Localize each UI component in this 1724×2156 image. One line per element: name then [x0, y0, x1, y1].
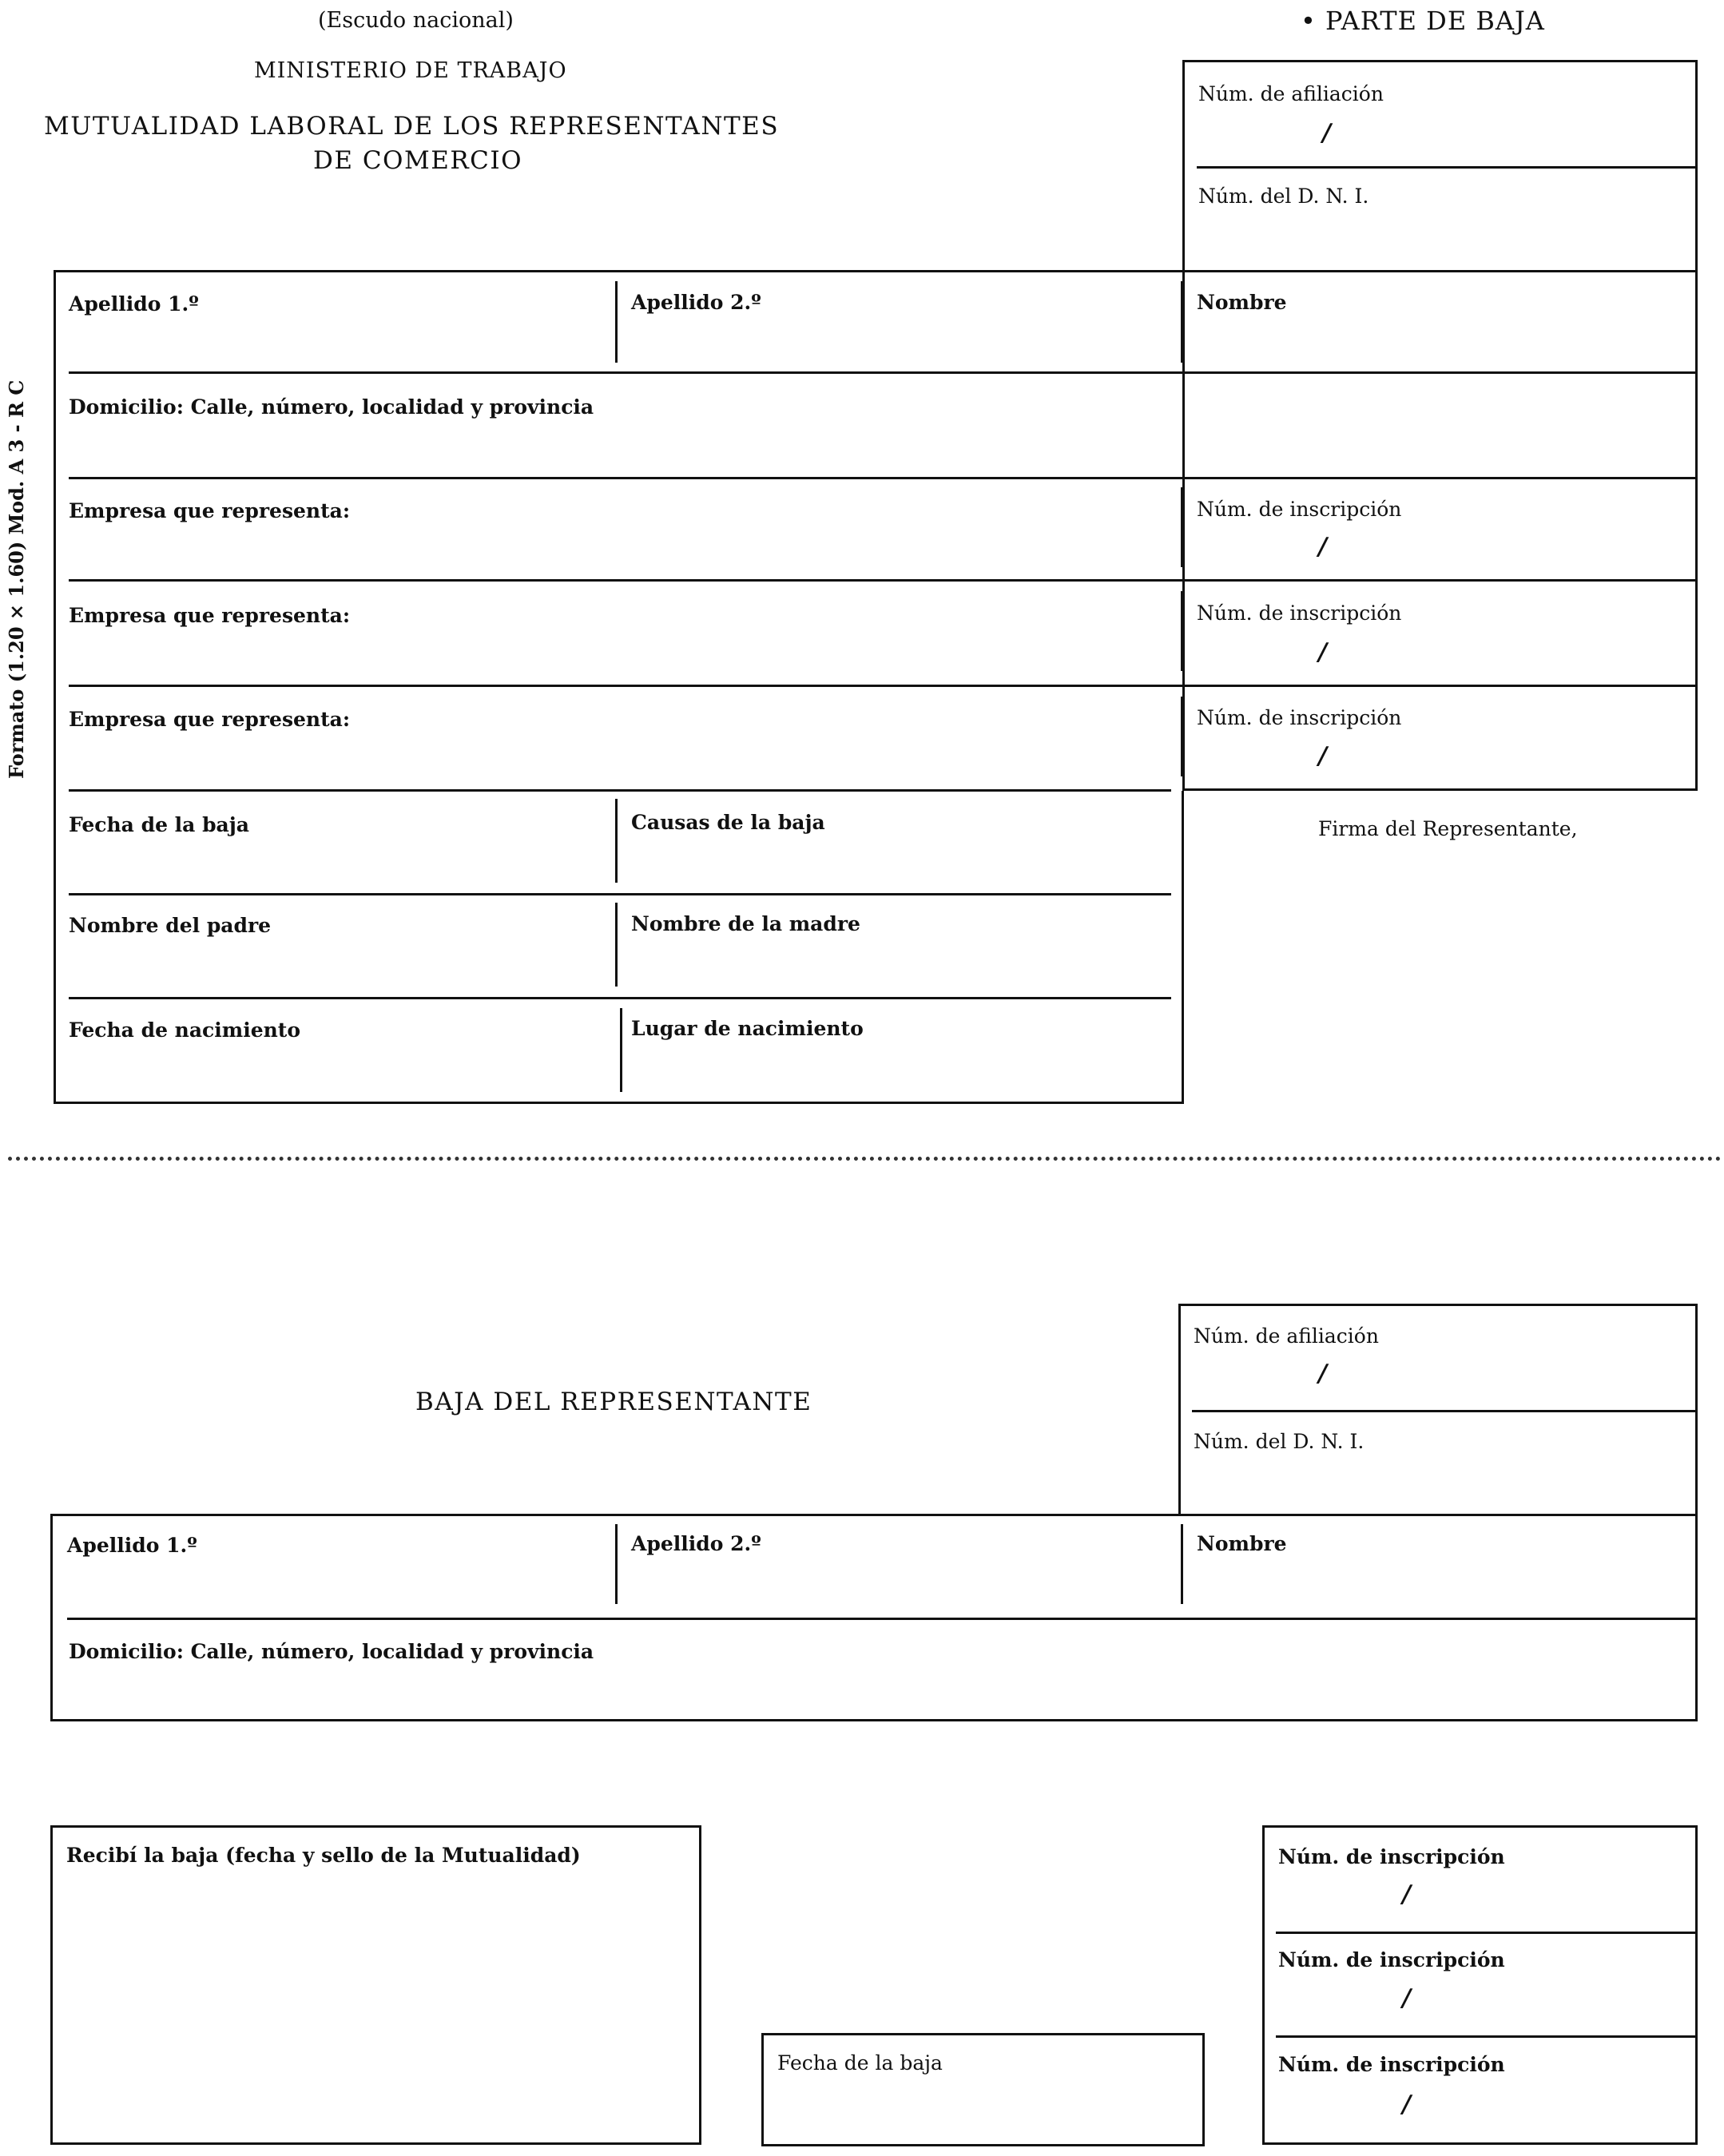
- num-dni-label-bottom: Núm. del D. N. I.: [1194, 1430, 1365, 1453]
- mutualidad-title-line2: DE COMERCIO: [313, 146, 523, 175]
- num-inscripcion-label-1: Núm. de inscripción: [1197, 498, 1402, 521]
- parte-de-baja-title: • PARTE DE BAJA: [1301, 6, 1545, 36]
- main-form-bottom: [54, 791, 1184, 1104]
- apellido1-label: Apellido 1.º: [69, 292, 199, 316]
- num-inscripcion-bottom-3: Núm. de inscripción: [1278, 2053, 1505, 2076]
- apellido2-label-bottom: Apellido 2.º: [631, 1532, 761, 1555]
- escudo-label: (Escudo nacional): [318, 8, 514, 33]
- inscripcion-slash-2: /: [1318, 638, 1327, 666]
- fecha-baja-label-bottom: Fecha de la baja: [777, 2051, 943, 2075]
- inscripcion-box-bottom: [1262, 1825, 1698, 2145]
- domicilio-label-bottom: Domicilio: Calle, número, localidad y provincia: [69, 1640, 594, 1663]
- afiliacion-slash: /: [1322, 119, 1331, 147]
- format-note: Formato (1.20 × 1.60) Mod. A 3 - R C: [5, 379, 28, 779]
- num-afiliacion-label: Núm. de afiliación: [1198, 82, 1384, 105]
- baja-representante-title: BAJA DEL REPRESENTANTE: [415, 1388, 812, 1416]
- num-inscripcion-label-2: Núm. de inscripción: [1197, 602, 1402, 625]
- empresa-label-1: Empresa que representa:: [69, 499, 351, 522]
- empresa-label-2: Empresa que representa:: [69, 604, 351, 627]
- mutualidad-title-line1: MUTUALIDAD LABORAL DE LOS REPRESENTANTES: [44, 112, 780, 141]
- firma-label: Firma del Representante,: [1318, 817, 1578, 840]
- ministerio-label: MINISTERIO DE TRABAJO: [254, 58, 567, 83]
- fecha-baja-label: Fecha de la baja: [69, 813, 250, 836]
- nombre-label: Nombre: [1197, 291, 1287, 314]
- domicilio-label: Domicilio: Calle, número, localidad y provincia: [69, 395, 594, 419]
- num-inscripcion-label-3: Núm. de inscripción: [1197, 706, 1402, 729]
- fecha-baja-box: [761, 2033, 1205, 2146]
- afiliacion-slash-bottom: /: [1318, 1360, 1327, 1388]
- apellido2-label: Apellido 2.º: [631, 291, 761, 314]
- recibi-box: [50, 1825, 701, 2145]
- causas-baja-label: Causas de la baja: [631, 811, 825, 834]
- lugar-nacimiento-label: Lugar de nacimiento: [631, 1017, 864, 1040]
- inscripcion-slash-1: /: [1318, 533, 1327, 561]
- num-inscripcion-bottom-2: Núm. de inscripción: [1278, 1948, 1505, 1971]
- inscripcion-slash-bottom-2: /: [1402, 1984, 1411, 2012]
- nombre-madre-label: Nombre de la madre: [631, 912, 860, 935]
- num-dni-label: Núm. del D. N. I.: [1198, 185, 1369, 208]
- inscripcion-slash-bottom-1: /: [1402, 1880, 1411, 1908]
- inscripcion-slash-bottom-3: /: [1402, 2090, 1411, 2118]
- nombre-padre-label: Nombre del padre: [69, 914, 272, 937]
- empresa-label-3: Empresa que representa:: [69, 708, 351, 731]
- cut-line: [8, 1157, 1722, 1161]
- inscripcion-slash-3: /: [1318, 742, 1327, 770]
- num-inscripcion-bottom-1: Núm. de inscripción: [1278, 1845, 1505, 1868]
- nombre-label-bottom: Nombre: [1197, 1532, 1287, 1555]
- num-afiliacion-label-bottom: Núm. de afiliación: [1194, 1324, 1379, 1348]
- apellido1-label-bottom: Apellido 1.º: [67, 1534, 197, 1557]
- recibi-label: Recibí la baja (fecha y sello de la Mutualidad): [66, 1844, 581, 1867]
- fecha-nacimiento-label: Fecha de nacimiento: [69, 1018, 301, 1042]
